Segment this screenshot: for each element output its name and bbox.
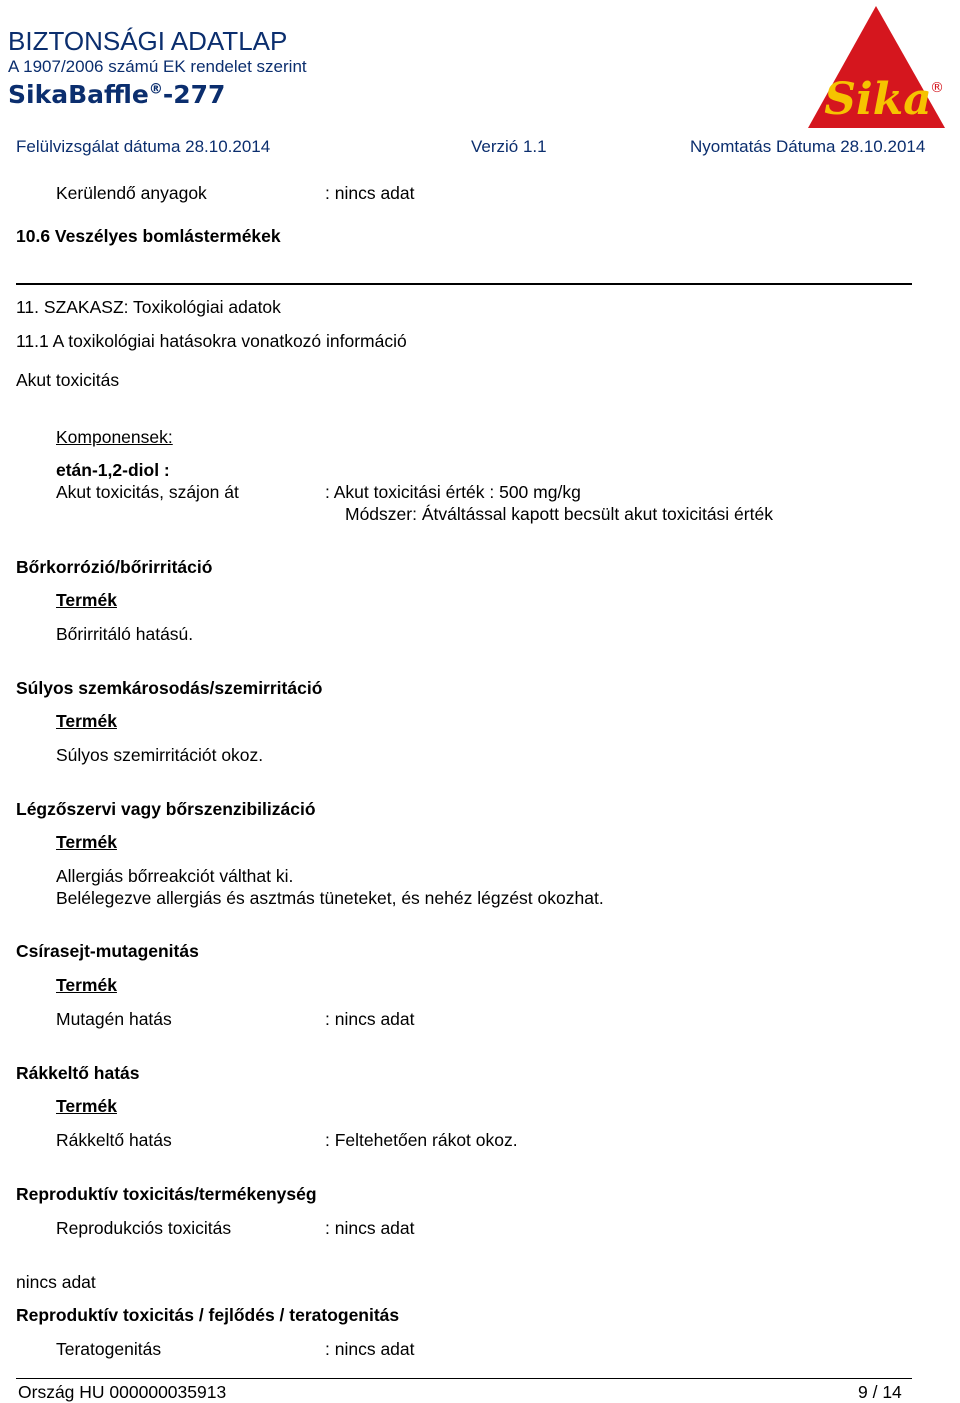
reproductive-toxicity-note: nincs adat <box>16 1272 96 1292</box>
reproductive-toxicity-label: Reprodukciós toxicitás <box>56 1218 232 1238</box>
mutagenicity-heading: Csírasejt-mutagenitás <box>16 941 199 961</box>
mutagenicity-product-label: Termék <box>56 975 117 995</box>
section-11-heading: 11. SZAKASZ: Toxikológiai adatok <box>16 297 281 317</box>
logo-wordmark: Sika <box>824 74 932 125</box>
hazardous-decomposition-heading: 10.6 Veszélyes bomlástermékek <box>16 226 281 246</box>
avoid-materials-value: : nincs adat <box>325 183 415 203</box>
eye-text: Súlyos szemirritációt okoz. <box>56 745 264 765</box>
regulation-line: A 1907/2006 számú EK rendelet szerint <box>8 57 307 76</box>
sensitization-heading: Légzőszervi vagy bőrszenzibilizáció <box>16 799 316 819</box>
eye-product-label: Termék <box>56 711 117 731</box>
sensitization-line-2: Belélegezve allergiás és asztmás tüneteket, és nehéz légzést okozhat. <box>56 888 604 908</box>
footer-country: Ország HU 000000035913 <box>18 1382 227 1402</box>
teratogenicity-label: Teratogenitás <box>56 1339 162 1359</box>
footer-divider <box>16 1378 912 1379</box>
carcinogenicity-product-label: Termék <box>56 1096 117 1116</box>
version: Verzió 1.1 <box>471 137 547 156</box>
registered-mark: ® <box>148 81 163 98</box>
carcinogenicity-value: : Feltehetően rákot okoz. <box>325 1130 518 1150</box>
components-label: Komponensek: <box>56 427 173 447</box>
print-date: Nyomtatás Dátuma 28.10.2014 <box>690 137 926 156</box>
component-name: etán-1,2-diol : <box>56 460 170 480</box>
section-divider <box>16 283 912 285</box>
carcinogenicity-label: Rákkeltő hatás <box>56 1130 172 1150</box>
acute-oral-value: : Akut toxicitási érték : 500 mg/kg <box>325 482 581 502</box>
sensitization-line-1: Allergiás bőrreakciót válthat ki. <box>56 866 294 886</box>
acute-toxicity-heading: Akut toxicitás <box>16 370 120 390</box>
acute-oral-label: Akut toxicitás, szájon át <box>56 482 239 502</box>
skin-product-label: Termék <box>56 590 117 610</box>
footer-page-number: 9 / 14 <box>858 1382 902 1402</box>
teratogenicity-heading: Reproduktív toxicitás / fejlődés / teratogenitás <box>16 1305 400 1325</box>
product-name <box>8 80 225 109</box>
skin-corrosion-heading: Bőrkorrózió/bőrirritáció <box>16 557 213 577</box>
product-name-text: SikaBaffle <box>8 80 149 109</box>
avoid-materials-label: Kerülendő anyagok <box>56 183 207 203</box>
sika-logo <box>806 4 950 130</box>
mutagenicity-value: : nincs adat <box>325 1009 415 1029</box>
reproductive-toxicity-value: : nincs adat <box>325 1218 415 1238</box>
product-suffix: -277 <box>162 80 226 109</box>
eye-damage-heading: Súlyos szemkárosodás/szemirritáció <box>16 678 323 698</box>
carcinogenicity-heading: Rákkeltő hatás <box>16 1063 140 1083</box>
acute-oral-method: Módszer: Átváltással kapott becsült akut toxicitási érték <box>345 504 773 524</box>
document-title: BIZTONSÁGI ADATLAP <box>8 26 288 56</box>
revision-date: Felülvizsgálat dátuma 28.10.2014 <box>16 137 271 156</box>
mutagenicity-label: Mutagén hatás <box>56 1009 172 1029</box>
logo-reg-mark: ® <box>930 80 944 96</box>
skin-text: Bőrirritáló hatású. <box>56 624 194 644</box>
teratogenicity-value: : nincs adat <box>325 1339 415 1359</box>
section-11-1-heading: 11.1 A toxikológiai hatásokra vonatkozó információ <box>16 331 407 351</box>
sensitization-product-label: Termék <box>56 832 117 852</box>
reproductive-toxicity-heading: Reproduktív toxicitás/termékenység <box>16 1184 317 1204</box>
